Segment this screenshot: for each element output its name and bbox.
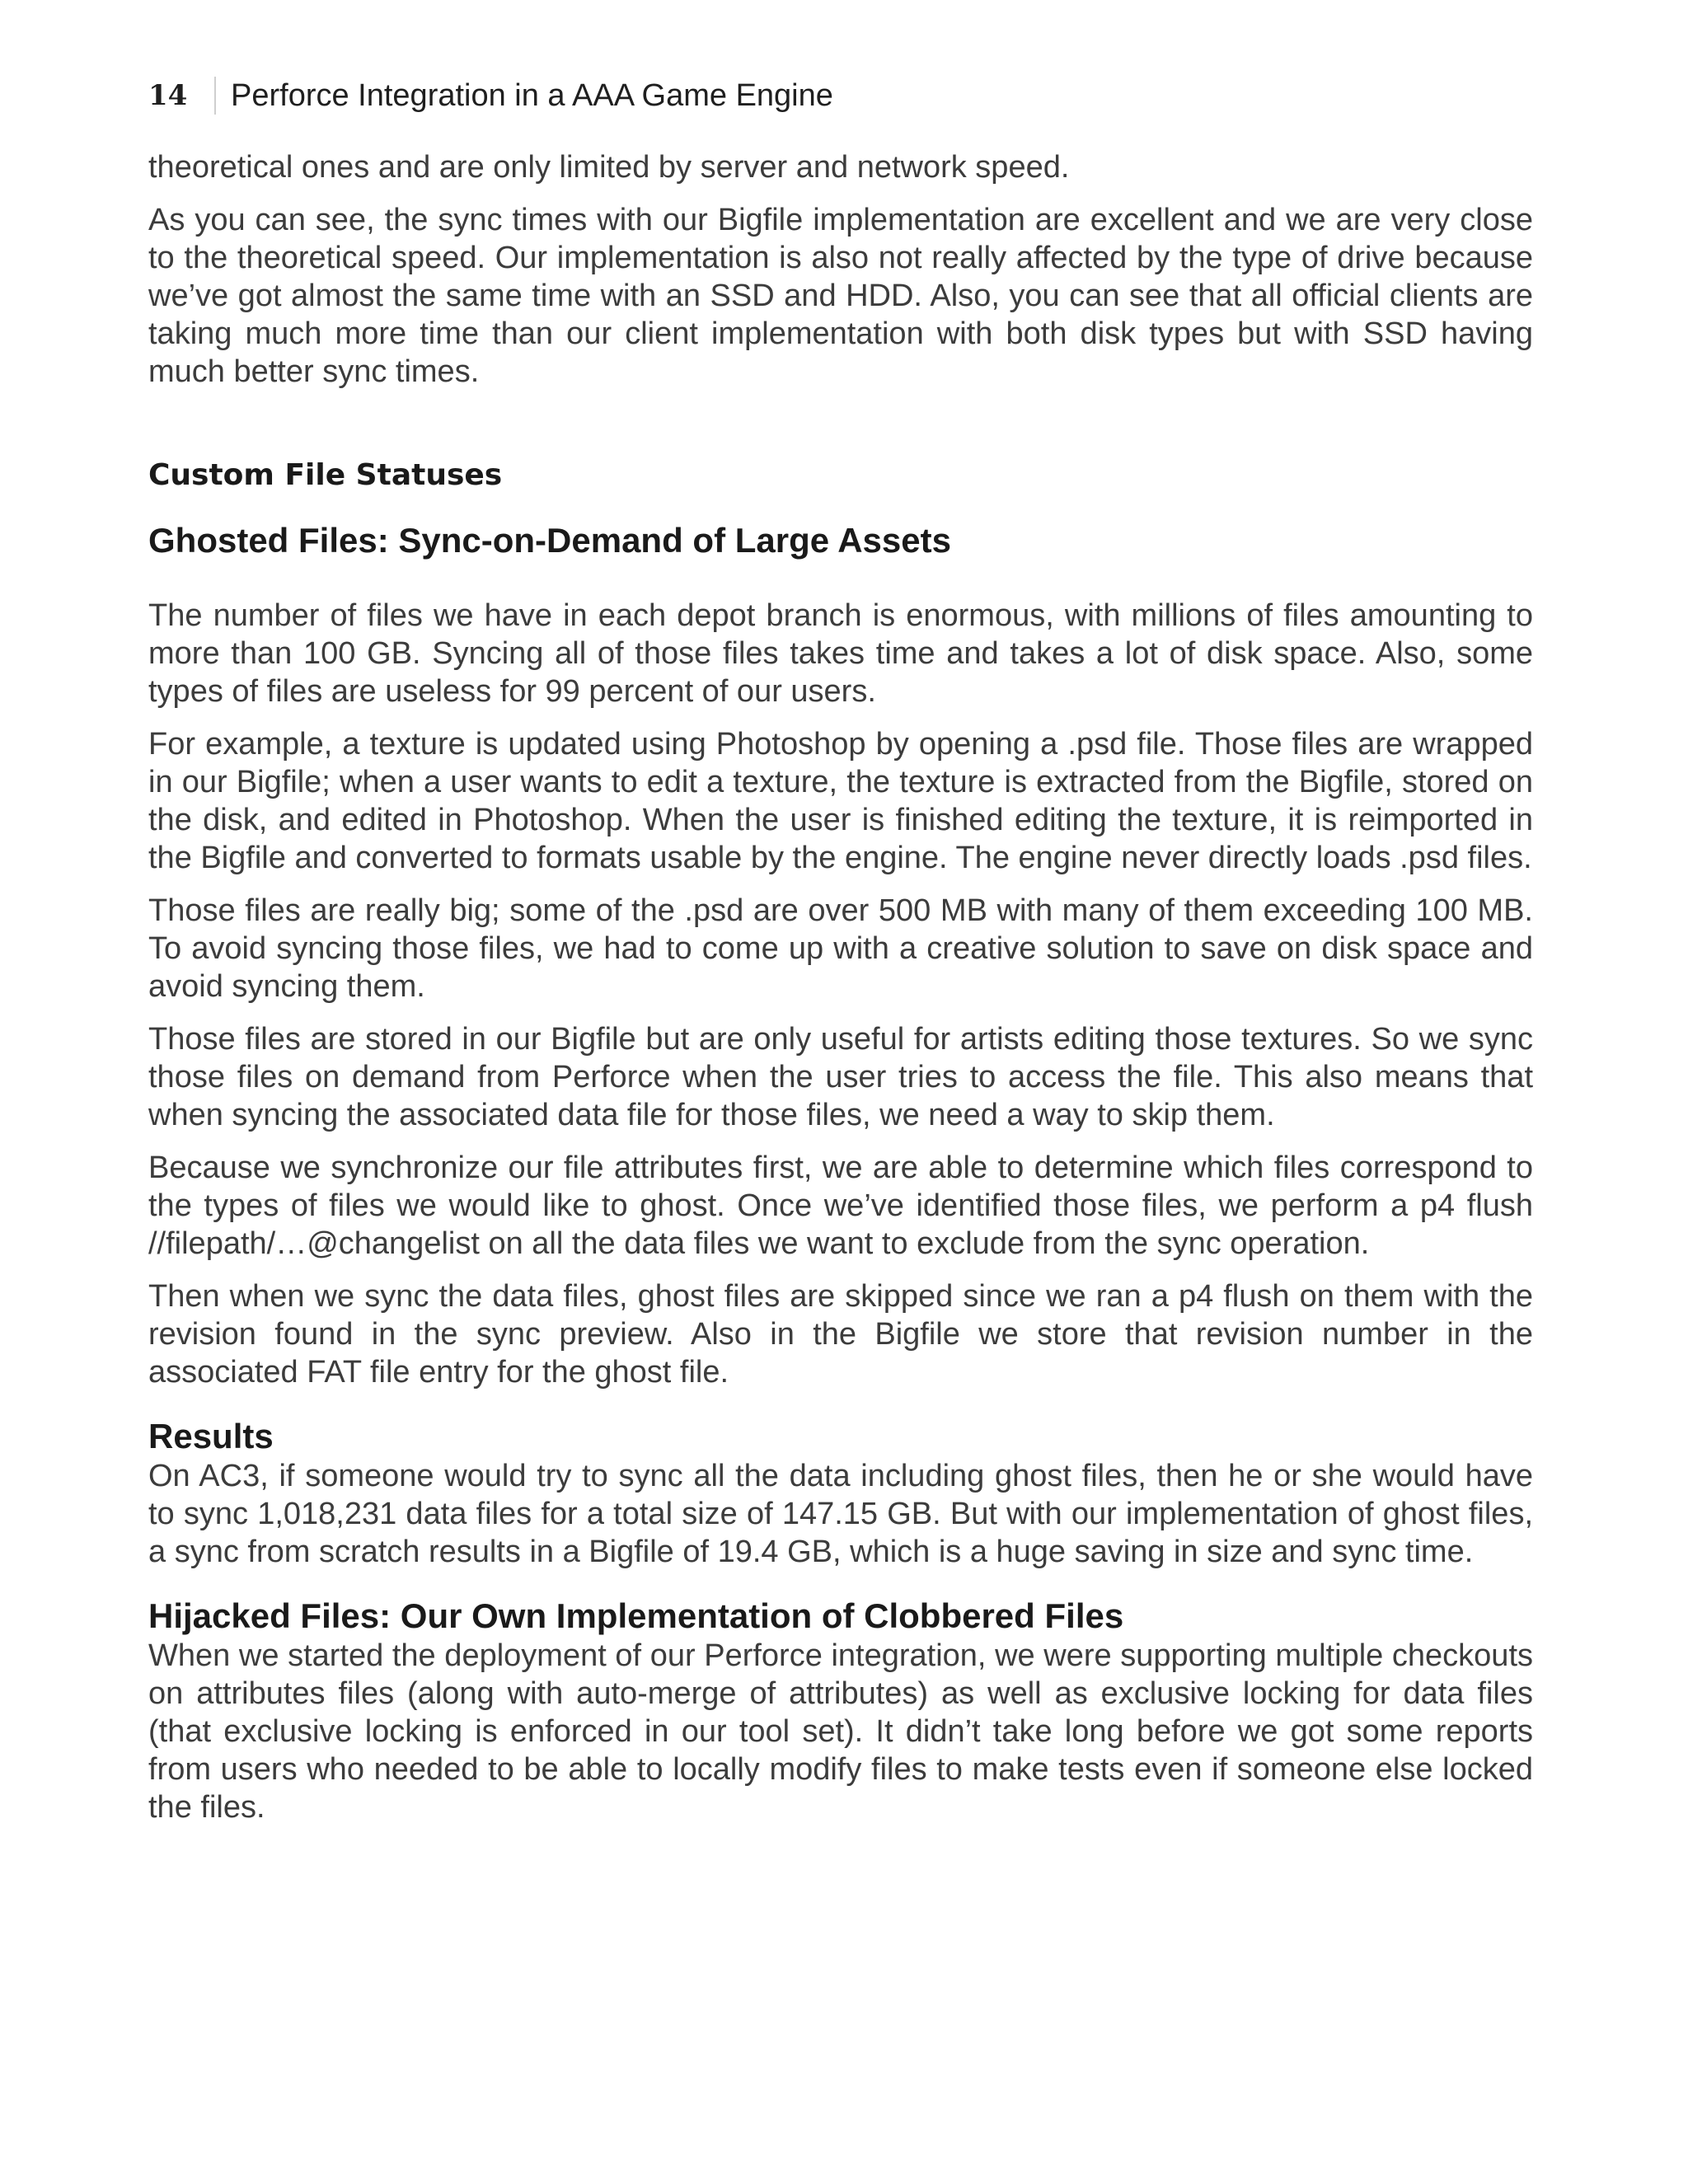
header-divider bbox=[214, 77, 216, 115]
ghosted-paragraph: Because we synchronize our file attributes first, we are able to determine which files correspond to the types of files we would like to ghost. Once we’ve identified those files, we perform a p4 flush //filepath/…@changelist on all the data files we want to exclude from the sync operation. bbox=[148, 1151, 1533, 1261]
heading-results: Results bbox=[148, 1417, 274, 1455]
heading-hijacked-files: Hijacked Files: Our Own Implementation of Clobbered Files bbox=[148, 1596, 1124, 1635]
ghosted-paragraph: Those files are stored in our Bigfile but are only useful for artists editing those textures. So we sync those files on demand from Perforce when the user tries to access the file. This also means that when syncing the associated data file for those files, we need a way to skip them. bbox=[148, 1022, 1533, 1132]
ghosted-paragraph: The number of files we have in each depot branch is enormous, with millions of files amounting to more than 100 GB. Syncing all of those files takes time and takes a lot of disk space. Also, some types of files are useless for 99 percent of our users. bbox=[148, 598, 1533, 709]
running-title: Perforce Integration in a AAA Game Engine bbox=[231, 77, 833, 113]
heading-ghosted-files: Ghosted Files: Sync-on-Demand of Large Assets bbox=[148, 521, 951, 560]
intro-paragraph: theoretical ones and are only limited by server and network speed. bbox=[148, 150, 1070, 185]
ghosted-paragraph: Those files are really big; some of the .psd are over 500 MB with many of them exceeding 100 MB. To avoid syncing those files, we had to come up with a creative solution to save on disk space and avoid syncing them. bbox=[148, 893, 1533, 1004]
results-paragraph: On AC3, if someone would try to sync all the data including ghost files, then he or she would have to sync 1,018,231 data files for a total size of 147.15 GB. But with our implementation of ghost files, a sync from scratch results in a Bigfile of 19.4 GB, which is a huge saving in size and sync time. bbox=[148, 1459, 1533, 1569]
hijacked-paragraph: When we started the deployment of our Perforce integration, we were supporting multiple checkouts on attributes files (along with auto-merge of attributes) as well as exclusive locking for data files (that exclusive locking is enforced in our tool set). It didn’t take long before we got some reports from users who needed to be able to locally modify files to make tests even if someone else locked the files. bbox=[148, 1638, 1533, 1825]
ghosted-paragraph: Then when we sync the data files, ghost files are skipped since we ran a p4 flush on them with the revision found in the sync preview. Also in the Bigfile we store that revision number in the associated FAT file entry for the ghost file. bbox=[148, 1279, 1533, 1390]
section-title-custom-file-statuses: Custom File Statuses bbox=[148, 458, 503, 492]
intro-paragraph: As you can see, the sync times with our Bigfile implementation are excellent and we are very close to the theoretical speed. Our implementation is also not really affected by the type of drive because we’ve got almost the same time with an SSD and HDD. Also, you can see that all official clients are taking much more time than our client implementation with both disk types but with SSD having much better sync times. bbox=[148, 203, 1533, 389]
page-content bbox=[148, 148, 1533, 1826]
page-number: 14 bbox=[148, 79, 188, 112]
ghosted-paragraph: For example, a texture is updated using Photoshop by opening a .psd file. Those files are wrapped in our Bigfile; when a user wants to edit a texture, the texture is extracted from the Bigfile, stored on the disk, and edited in Photoshop. When the user is finished editing the texture, it is reimported in the Bigfile and converted to formats usable by the engine. The engine never directly loads .psd files. bbox=[148, 727, 1533, 875]
page-header bbox=[148, 73, 833, 119]
